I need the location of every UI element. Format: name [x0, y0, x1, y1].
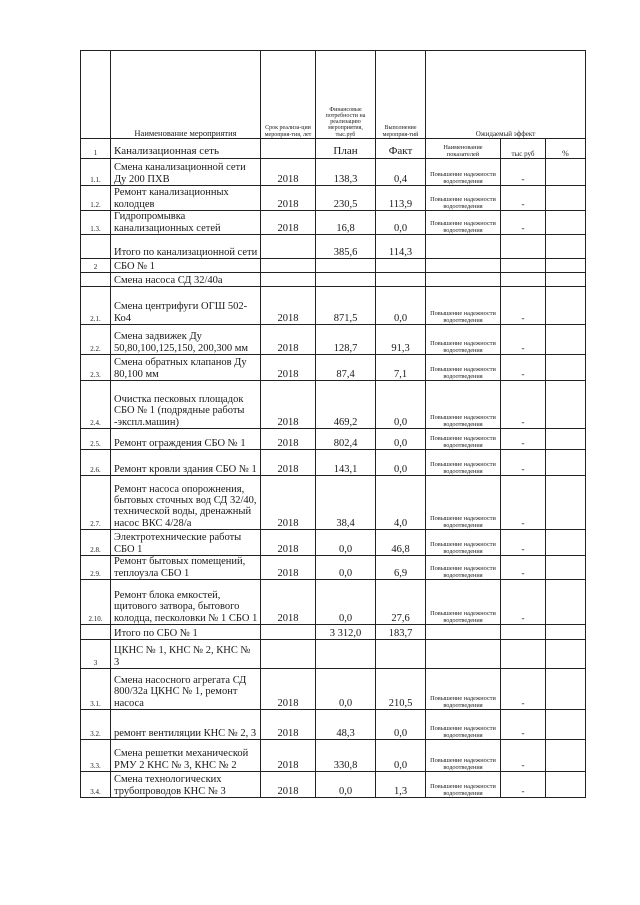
row-effect-value: - [501, 476, 546, 530]
row-effect-value: - [501, 580, 546, 625]
table-row [81, 580, 586, 625]
measures-table [80, 50, 586, 798]
row-plan: 38,4 [316, 476, 376, 530]
header-term: Срок реализа-ции мероприя-тия, лет [261, 51, 316, 139]
row-number [81, 625, 111, 640]
row-year: 2018 [261, 211, 316, 235]
row-effect-percent [546, 259, 586, 273]
row-name: Ремонт блока емкостей, щитового затвора, бытового колодца, песколовки № 1 СБО 1 [111, 580, 261, 625]
row-plan: 3 312,0 [316, 625, 376, 640]
row-effect-percent [546, 273, 586, 287]
row-year [261, 273, 316, 287]
row-effect: Повышение надежности водоотведения [426, 530, 501, 556]
row-fact: 46,8 [376, 530, 426, 556]
row-fact: 6,9 [376, 556, 426, 580]
row-effect: Повышение надежности водоотведения [426, 580, 501, 625]
row-effect-value: - [501, 429, 546, 450]
row-number: 2.7. [81, 476, 111, 530]
row-year: 2018 [261, 450, 316, 476]
row-name: Ремонт кровли здания СБО № 1 [111, 450, 261, 476]
row-effect: Повышение надежности водоотведения [426, 669, 501, 710]
table-row [81, 476, 586, 530]
indicators-header: Наименование показателей [426, 139, 501, 159]
row-effect-percent [546, 710, 586, 740]
table-row [81, 287, 586, 325]
row-plan [316, 273, 376, 287]
row-number [81, 273, 111, 287]
row-effect-value [501, 235, 546, 259]
table-row [81, 186, 586, 211]
row-number: 2.4. [81, 381, 111, 429]
row-name: ремонт вентиляции КНС № 2, 3 [111, 710, 261, 740]
row-effect: Повышение надежности водоотведения [426, 450, 501, 476]
row-effect-percent [546, 325, 586, 355]
row-plan: 0,0 [316, 580, 376, 625]
row-effect [426, 235, 501, 259]
row-name: Ремонт бытовых помещений, теплоузла СБО 1 [111, 556, 261, 580]
row-effect-value [501, 625, 546, 640]
row-effect-percent [546, 669, 586, 710]
table-row [81, 556, 586, 580]
row-number: 2.8. [81, 530, 111, 556]
section-title: Канализационная сеть [111, 139, 261, 159]
unit-header: тыс руб [501, 139, 546, 159]
row-name: Смена канализационной сети Ду 200 ПХВ [111, 159, 261, 186]
row-effect [426, 640, 501, 669]
row-year: 2018 [261, 772, 316, 798]
row-effect: Повышение надежности водоотведения [426, 381, 501, 429]
row-number: 1.2. [81, 186, 111, 211]
row-name: Очистка песковых площадок СБО № 1 (подрядные работы -экспл.машин) [111, 381, 261, 429]
table-row [81, 772, 586, 798]
row-plan: 0,0 [316, 530, 376, 556]
row-effect-percent [546, 530, 586, 556]
row-fact: 0,0 [376, 740, 426, 772]
row-effect-value: - [501, 669, 546, 710]
row-effect: Повышение надежности водоотведения [426, 556, 501, 580]
row-number: 3.3. [81, 740, 111, 772]
row-fact: 0,0 [376, 211, 426, 235]
row-year: 2018 [261, 476, 316, 530]
row-name: Смена технологических трубопроводов КНС № 3 [111, 772, 261, 798]
row-plan: 385,6 [316, 235, 376, 259]
table-row [81, 273, 586, 287]
row-plan: 143,1 [316, 450, 376, 476]
row-plan: 469,2 [316, 381, 376, 429]
table-row [81, 259, 586, 273]
row-number: 2 [81, 259, 111, 273]
row-name: Смена решетки механической РМУ 2 КНС № 3, КНС № 2 [111, 740, 261, 772]
table-row [81, 669, 586, 710]
row-effect: Повышение надежности водоотведения [426, 159, 501, 186]
row-effect-percent [546, 640, 586, 669]
row-effect-percent [546, 450, 586, 476]
row-year: 2018 [261, 556, 316, 580]
row-year [261, 640, 316, 669]
row-year: 2018 [261, 287, 316, 325]
row-effect: Повышение надежности водоотведения [426, 476, 501, 530]
table-row [81, 710, 586, 740]
row-effect: Повышение надежности водоотведения [426, 355, 501, 381]
row-fact: 0,0 [376, 710, 426, 740]
row-plan: 0,0 [316, 669, 376, 710]
row-effect: Повышение надежности водоотведения [426, 211, 501, 235]
row-fact: 0,0 [376, 287, 426, 325]
table-row [81, 355, 586, 381]
row-plan: 87,4 [316, 355, 376, 381]
row-effect-value: - [501, 325, 546, 355]
table-row [81, 625, 586, 640]
row-number: 2.1. [81, 287, 111, 325]
table-row [81, 740, 586, 772]
row-effect-value: - [501, 355, 546, 381]
row-number: 2.6. [81, 450, 111, 476]
header-effect: Ожидаемый эффект [426, 51, 586, 139]
row-year: 2018 [261, 355, 316, 381]
row-effect-percent [546, 211, 586, 235]
row-effect-percent [546, 159, 586, 186]
table-subheader-row [81, 139, 586, 159]
row-fact: 1,3 [376, 772, 426, 798]
row-effect-value: - [501, 159, 546, 186]
table-row [81, 381, 586, 429]
row-number [81, 235, 111, 259]
row-effect: Повышение надежности водоотведения [426, 710, 501, 740]
row-effect: Повышение надежности водоотведения [426, 772, 501, 798]
table-row [81, 159, 586, 186]
row-effect-percent [546, 740, 586, 772]
row-number: 3.2. [81, 710, 111, 740]
row-effect-percent [546, 556, 586, 580]
row-year: 2018 [261, 325, 316, 355]
row-number: 2.5. [81, 429, 111, 450]
row-fact [376, 273, 426, 287]
table-row [81, 530, 586, 556]
row-plan: 0,0 [316, 772, 376, 798]
row-effect-value [501, 259, 546, 273]
fact-header: Факт [376, 139, 426, 159]
row-name: Ремонт насоса опорожнения, бытовых сточных вод СД 32/40, технической воды, дренажный насос ВКС 4/28/а [111, 476, 261, 530]
row-effect-percent [546, 355, 586, 381]
row-effect-value [501, 640, 546, 669]
row-name: Смена насосного агрегата СД 800/32а ЦКНС № 1, ремонт насоса [111, 669, 261, 710]
row-fact: 210,5 [376, 669, 426, 710]
row-plan: 16,8 [316, 211, 376, 235]
section-number: 1 [81, 139, 111, 159]
row-effect [426, 625, 501, 640]
row-effect-value [501, 273, 546, 287]
row-plan [316, 259, 376, 273]
row-effect-value: - [501, 287, 546, 325]
row-year: 2018 [261, 740, 316, 772]
row-plan: 0,0 [316, 556, 376, 580]
row-effect [426, 259, 501, 273]
row-name: Электротехнические работы СБО 1 [111, 530, 261, 556]
table-row [81, 429, 586, 450]
row-year: 2018 [261, 669, 316, 710]
row-number: 2.3. [81, 355, 111, 381]
row-name: Смена задвижек Ду 50,80,100,125,150, 200,300 мм [111, 325, 261, 355]
percent-header: % [546, 139, 586, 159]
row-effect-percent [546, 235, 586, 259]
row-effect [426, 273, 501, 287]
row-fact: 0,4 [376, 159, 426, 186]
header-num-cell [81, 51, 111, 139]
row-name: Смена центрифуги ОГШ 502-Ко4 [111, 287, 261, 325]
row-number: 1.3. [81, 211, 111, 235]
row-effect-value: - [501, 211, 546, 235]
row-number: 2.2. [81, 325, 111, 355]
row-fact: 0,0 [376, 450, 426, 476]
row-year: 2018 [261, 159, 316, 186]
row-effect: Повышение надежности водоотведения [426, 325, 501, 355]
row-year: 2018 [261, 710, 316, 740]
row-name: СБО № 1 [111, 259, 261, 273]
row-effect-value: - [501, 186, 546, 211]
row-fact: 113,9 [376, 186, 426, 211]
row-name: Смена обратных клапанов Ду 80,100 мм [111, 355, 261, 381]
row-number: 3 [81, 640, 111, 669]
row-number: 3.4. [81, 772, 111, 798]
row-year [261, 235, 316, 259]
row-plan [316, 640, 376, 669]
row-effect-value: - [501, 772, 546, 798]
plan-header: План [316, 139, 376, 159]
row-effect-percent [546, 580, 586, 625]
table-row [81, 235, 586, 259]
row-fact: 91,3 [376, 325, 426, 355]
row-fact: 183,7 [376, 625, 426, 640]
row-number: 2.9. [81, 556, 111, 580]
table-row [81, 450, 586, 476]
row-effect: Повышение надежности водоотведения [426, 186, 501, 211]
row-effect-percent [546, 287, 586, 325]
row-number: 3.1. [81, 669, 111, 710]
row-effect-value: - [501, 450, 546, 476]
row-fact [376, 640, 426, 669]
row-name: Итого по канализационной сети [111, 235, 261, 259]
row-year: 2018 [261, 381, 316, 429]
row-fact: 0,0 [376, 429, 426, 450]
row-effect-percent [546, 772, 586, 798]
row-effect-percent [546, 381, 586, 429]
row-year: 2018 [261, 429, 316, 450]
row-fact [376, 259, 426, 273]
row-plan: 138,3 [316, 159, 376, 186]
row-effect-value: - [501, 530, 546, 556]
row-name: Ремонт канализационных колодцев [111, 186, 261, 211]
row-effect-value: - [501, 710, 546, 740]
subheader-empty-cell [261, 139, 316, 159]
row-effect-value: - [501, 740, 546, 772]
row-effect: Повышение надежности водоотведения [426, 287, 501, 325]
row-year [261, 625, 316, 640]
row-year: 2018 [261, 530, 316, 556]
row-number: 2.10. [81, 580, 111, 625]
row-plan: 128,7 [316, 325, 376, 355]
row-fact: 7,1 [376, 355, 426, 381]
table-row [81, 640, 586, 669]
row-fact: 4,0 [376, 476, 426, 530]
row-plan: 330,8 [316, 740, 376, 772]
row-name: Гидропромывка канализационных сетей [111, 211, 261, 235]
row-year: 2018 [261, 580, 316, 625]
row-number: 1.1. [81, 159, 111, 186]
row-effect-value: - [501, 381, 546, 429]
table-row [81, 211, 586, 235]
row-fact: 27,6 [376, 580, 426, 625]
row-plan: 871,5 [316, 287, 376, 325]
row-effect: Повышение надежности водоотведения [426, 740, 501, 772]
row-effect-percent [546, 476, 586, 530]
row-name: Ремонт ограждения СБО № 1 [111, 429, 261, 450]
row-fact: 114,3 [376, 235, 426, 259]
row-effect-value: - [501, 556, 546, 580]
row-effect-percent [546, 429, 586, 450]
header-execution: Выполнение мероприя-тий [376, 51, 426, 139]
header-financing: Финансовые потребности на реализацию мероприятия, тыс.руб [316, 51, 376, 139]
row-name: ЦКНС № 1, КНС № 2, КНС № 3 [111, 640, 261, 669]
row-year: 2018 [261, 186, 316, 211]
header-name: Наименование мероприятия [111, 51, 261, 139]
row-plan: 48,3 [316, 710, 376, 740]
row-name: Итого по СБО № 1 [111, 625, 261, 640]
row-effect-percent [546, 186, 586, 211]
row-name: Смена насоса СД 32/40а [111, 273, 261, 287]
row-year [261, 259, 316, 273]
table-header-row [81, 51, 586, 139]
table-row [81, 325, 586, 355]
row-effect: Повышение надежности водоотведения [426, 429, 501, 450]
row-plan: 802,4 [316, 429, 376, 450]
row-fact: 0,0 [376, 381, 426, 429]
row-plan: 230,5 [316, 186, 376, 211]
row-effect-percent [546, 625, 586, 640]
